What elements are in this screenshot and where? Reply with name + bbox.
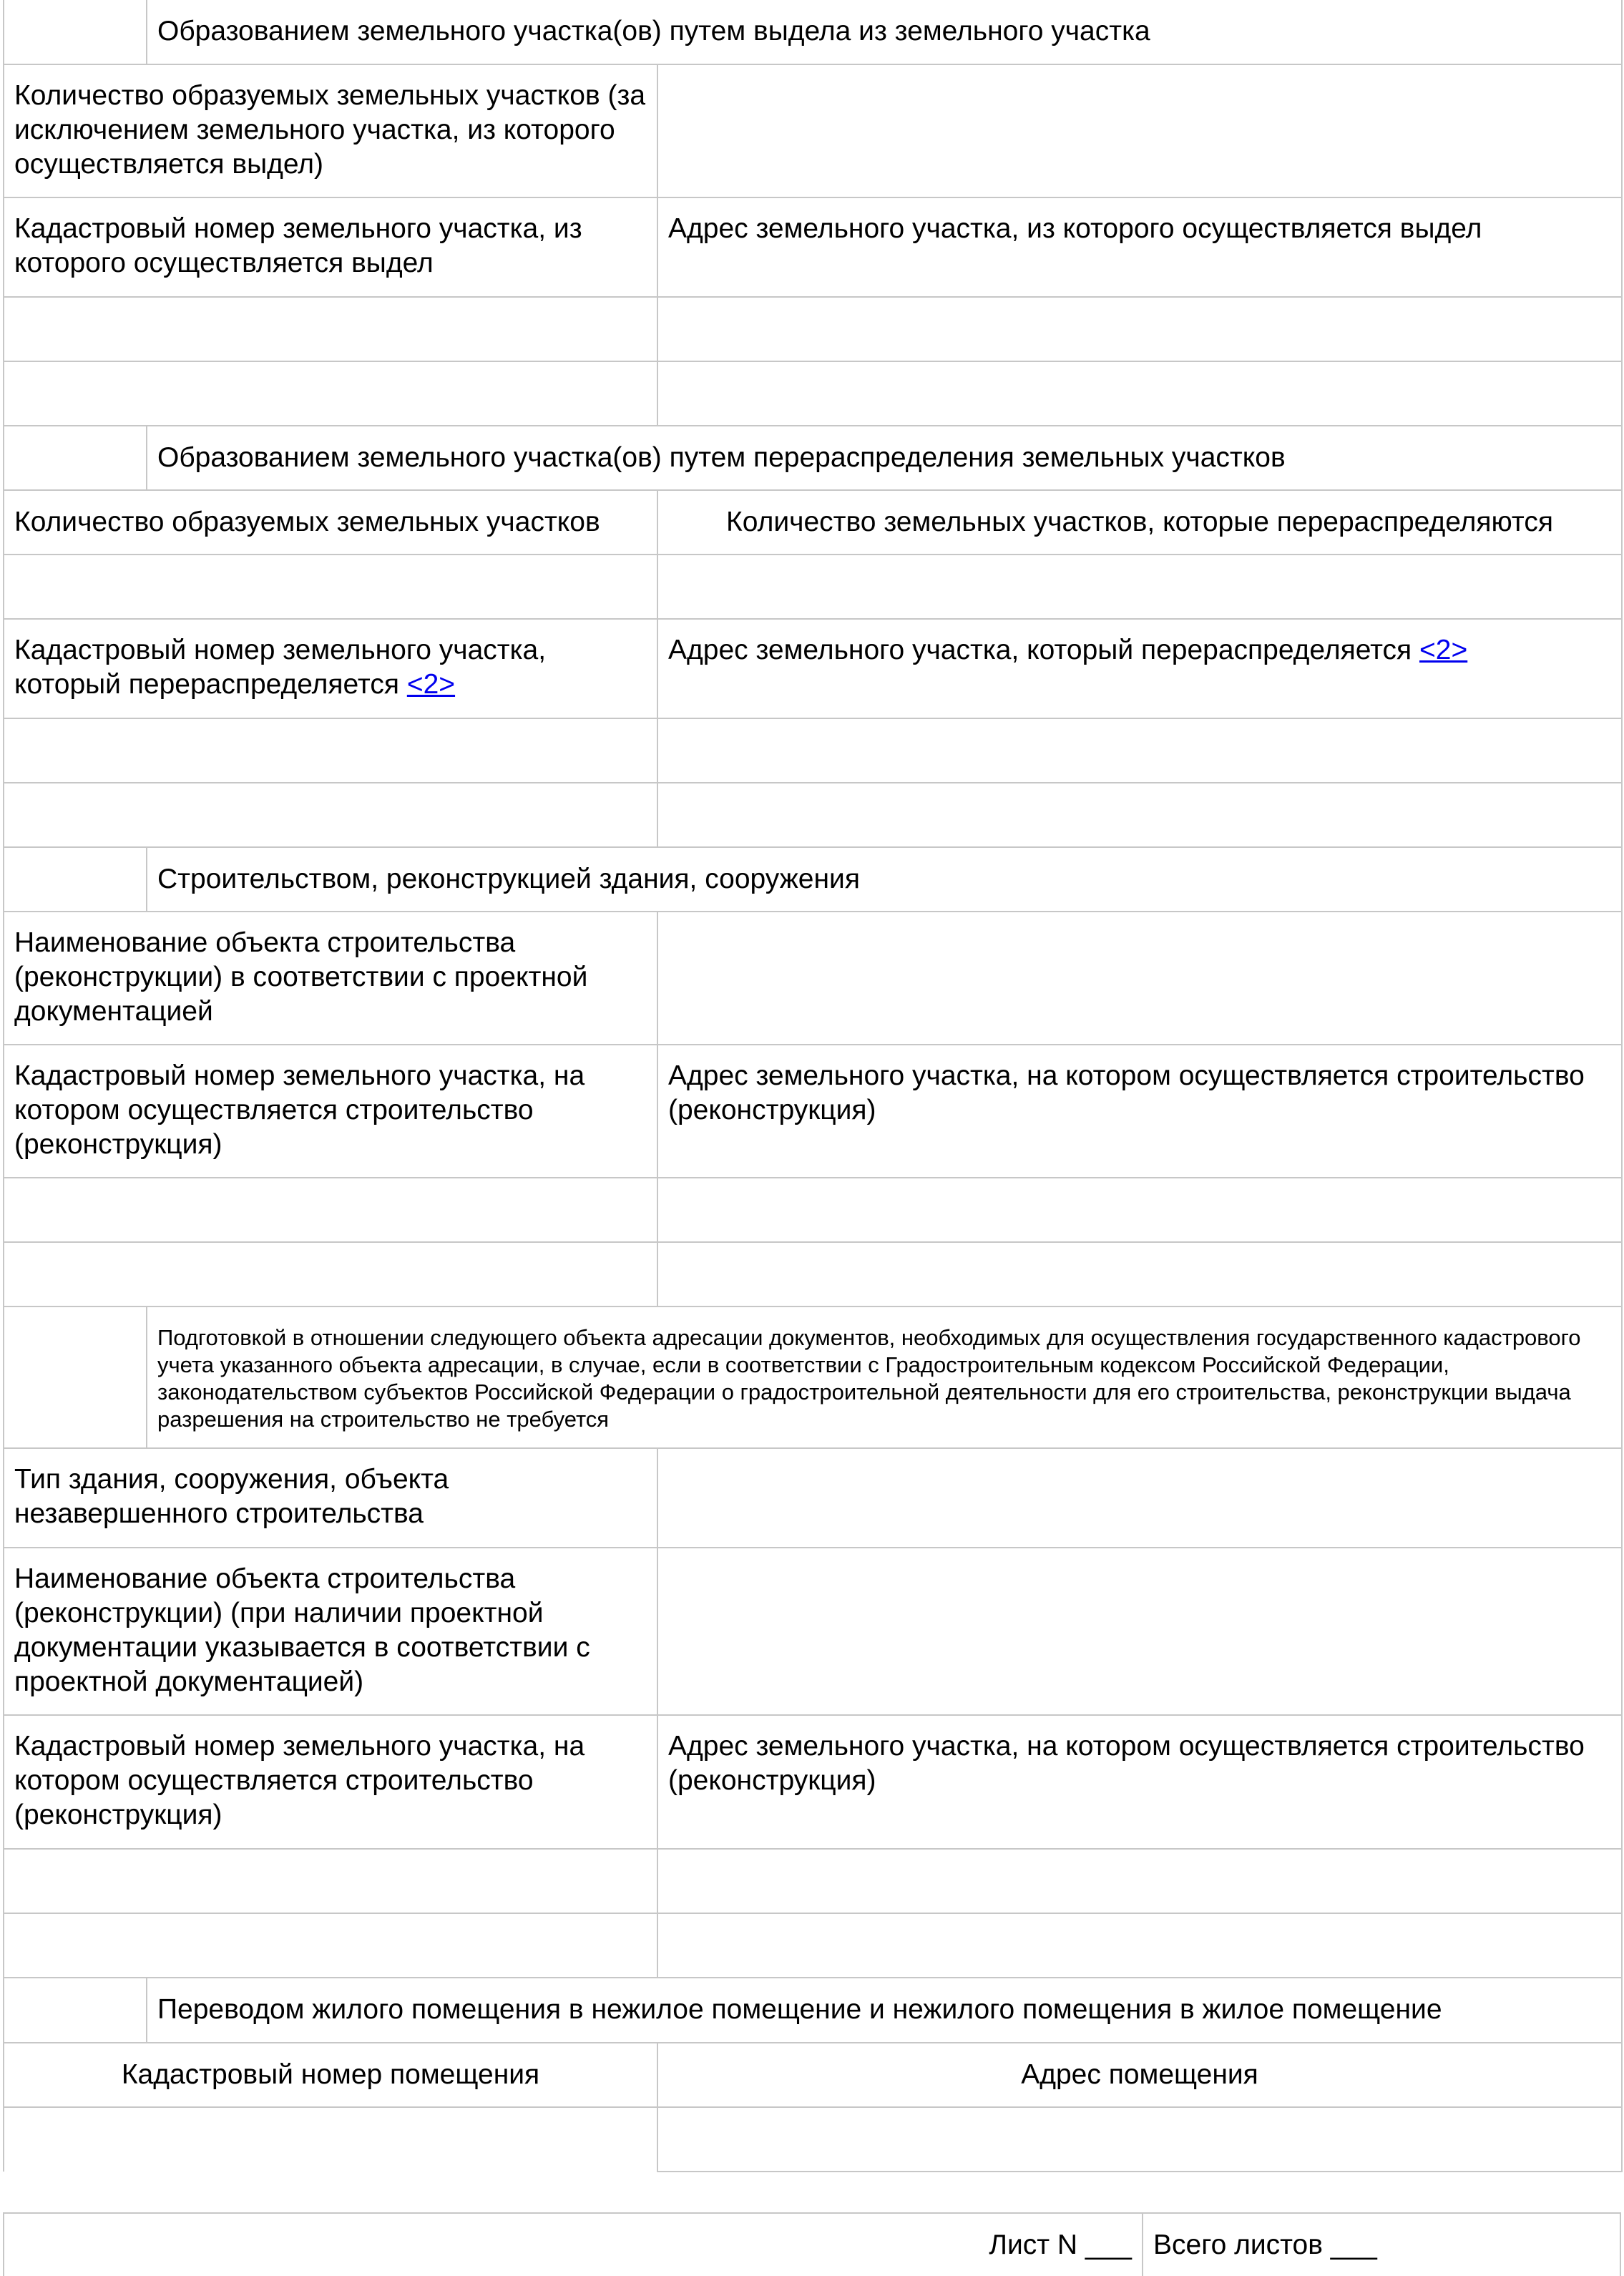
input-preparation-type[interactable]	[657, 1448, 1622, 1548]
section-title-allocation: Образованием земельного участка(ов) путем выдела из земельного участка	[147, 0, 1622, 64]
label-redistribution-count: Количество образуемых земельных участков	[4, 490, 657, 555]
row-conversion-labels	[4, 2043, 1622, 2107]
input-redistribution-address-2[interactable]	[657, 783, 1622, 847]
label-redistribution-cadastral: Кадастровый номер земельного участка, который перераспределяется	[14, 635, 547, 700]
row-redistribution-labels	[4, 619, 1622, 718]
application-form-table	[3, 0, 1623, 2172]
checkbox-cell-redistribution[interactable]	[4, 426, 147, 490]
row-redistribution-count-labels	[4, 490, 1622, 555]
table-row	[4, 2107, 1622, 2172]
input-preparation-cadastral-1[interactable]	[4, 1849, 657, 1913]
input-redistribution-address-1[interactable]	[657, 718, 1622, 783]
section-title-redistribution: Образованием земельного участка(ов) путем перераспределения земельных участков	[147, 426, 1622, 490]
row-preparation-type	[4, 1448, 1622, 1548]
table-row	[4, 1913, 1622, 1978]
table-row	[4, 361, 1622, 426]
input-redistribution-count[interactable]	[4, 555, 657, 619]
label-redistribution-address-cell	[657, 619, 1622, 718]
table-row	[4, 1242, 1622, 1306]
row-allocation-count	[4, 64, 1622, 197]
table-row	[4, 297, 1622, 361]
table-row	[4, 718, 1622, 783]
checkbox-cell-construction[interactable]	[4, 847, 147, 912]
input-allocation-count[interactable]	[657, 64, 1622, 197]
footnote-link-2[interactable]: <2>	[406, 669, 456, 700]
input-preparation-address-1[interactable]	[657, 1849, 1622, 1913]
input-construction-cadastral-2[interactable]	[4, 1242, 657, 1306]
input-allocation-address-2[interactable]	[657, 361, 1622, 426]
section-title-conversion: Переводом жилого помещения в нежилое помещение и нежилого помещения в жилое помещение	[147, 1978, 1622, 2043]
table-row	[4, 783, 1622, 847]
row-allocation-labels	[4, 197, 1622, 297]
input-allocation-cadastral-2[interactable]	[4, 361, 657, 426]
input-conversion-address[interactable]	[657, 2107, 1622, 2172]
input-redistribution-cadastral-2[interactable]	[4, 783, 657, 847]
label-conversion-address: Адрес помещения	[657, 2043, 1622, 2107]
section-title-preparation: Подготовкой в отношении следующего объекта адресации документов, необходимых для осуществления государственного кадастрового учета указанного объекта адресации, в случае, если в соответствии с Градостроительным кодексом Российской Федерации, законодательством субъектов Российской Федерации о градостроительной деятельности для его строительства, реконструкции выдача разрешения на строительство не требуется	[147, 1306, 1622, 1448]
section-header-allocation	[4, 0, 1622, 64]
footnote-link-2[interactable]: <2>	[1419, 635, 1468, 665]
row-preparation-labels	[4, 1715, 1622, 1849]
row-preparation-object	[4, 1548, 1622, 1715]
section-header-construction	[4, 847, 1622, 912]
label-redistribution-address: Адрес земельного участка, который перераспределяется	[668, 635, 1412, 665]
row-construction-object	[4, 912, 1622, 1045]
checkbox-cell-allocation[interactable]	[4, 0, 147, 64]
table-row	[4, 1178, 1622, 1242]
input-allocation-address-1[interactable]	[657, 297, 1622, 361]
table-row	[4, 555, 1622, 619]
label-redistributed-count: Количество земельных участков, которые перераспределяются	[657, 490, 1622, 555]
input-preparation-cadastral-2[interactable]	[4, 1913, 657, 1978]
label-allocation-cadastral: Кадастровый номер земельного участка, из которого осуществляется выдел	[4, 197, 657, 297]
sheet-number: Лист N ___	[976, 2214, 1143, 2276]
label-preparation-address: Адрес земельного участка, на котором осуществляется строительство (реконструкция)	[657, 1715, 1622, 1849]
total-sheets: Всего листов ___	[1153, 2229, 1377, 2260]
footer-spacer	[4, 2214, 976, 2276]
input-construction-object[interactable]	[657, 912, 1622, 1045]
label-redistribution-cadastral-cell	[4, 619, 657, 718]
label-construction-object: Наименование объекта строительства (реконструкции) в соответствии с проектной документацией	[4, 912, 657, 1045]
label-allocation-address: Адрес земельного участка, из которого осуществляется выдел	[657, 197, 1622, 297]
section-header-redistribution	[4, 426, 1622, 490]
label-allocation-count: Количество образуемых земельных участков (за исключением земельного участка, из которого осуществляется выдел)	[4, 64, 657, 197]
section-title-construction: Строительством, реконструкцией здания, сооружения	[147, 847, 1622, 912]
input-redistributed-count[interactable]	[657, 555, 1622, 619]
label-preparation-cadastral: Кадастровый номер земельного участка, на котором осуществляется строительство (реконструкция)	[4, 1715, 657, 1849]
checkbox-cell-preparation[interactable]	[4, 1306, 147, 1448]
input-preparation-address-2[interactable]	[657, 1913, 1622, 1978]
label-preparation-object: Наименование объекта строительства (реконструкции) (при наличии проектной документации указывается в соответствии с проектной документацией)	[4, 1548, 657, 1715]
input-construction-address-2[interactable]	[657, 1242, 1622, 1306]
input-construction-cadastral-1[interactable]	[4, 1178, 657, 1242]
input-preparation-object[interactable]	[657, 1548, 1622, 1715]
label-preparation-type: Тип здания, сооружения, объекта незавершенного строительства	[4, 1448, 657, 1548]
label-construction-address: Адрес земельного участка, на котором осуществляется строительство (реконструкция)	[657, 1045, 1622, 1178]
input-conversion-cadastral[interactable]	[4, 2107, 657, 2172]
sheet-footer	[3, 2212, 1621, 2276]
checkbox-cell-conversion[interactable]	[4, 1978, 147, 2043]
input-redistribution-cadastral-1[interactable]	[4, 718, 657, 783]
section-header-conversion	[4, 1978, 1622, 2043]
row-construction-labels	[4, 1045, 1622, 1178]
label-conversion-cadastral: Кадастровый номер помещения	[4, 2043, 657, 2107]
label-construction-cadastral: Кадастровый номер земельного участка, на котором осуществляется строительство (реконструкция)	[4, 1045, 657, 1178]
input-construction-address-1[interactable]	[657, 1178, 1622, 1242]
table-row	[4, 1849, 1622, 1913]
section-header-preparation	[4, 1306, 1622, 1448]
input-allocation-cadastral-1[interactable]	[4, 297, 657, 361]
